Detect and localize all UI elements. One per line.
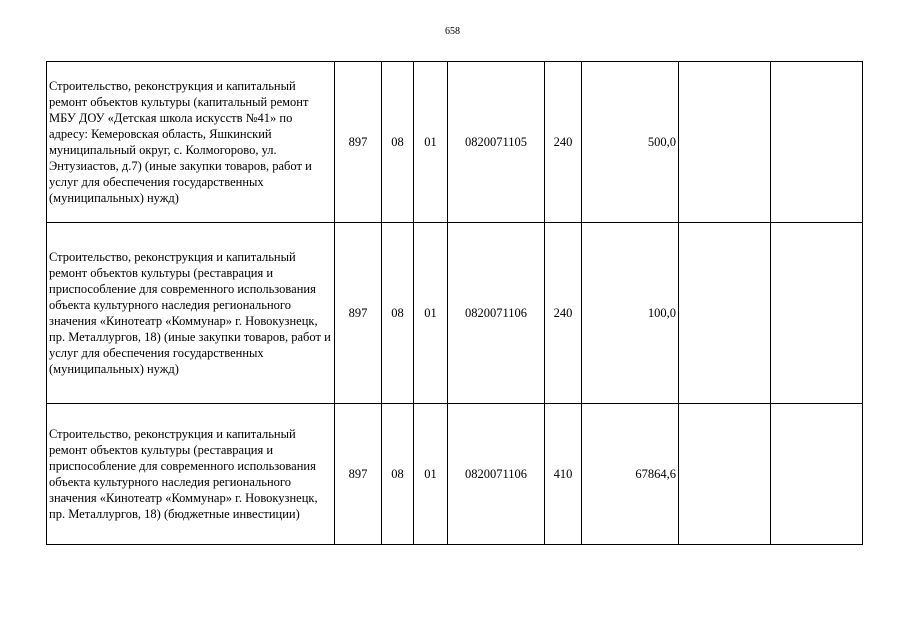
expense-type-code: 410 [545,404,582,545]
extra-cell-1 [679,62,771,223]
amount-cell: 100,0 [582,223,679,404]
target-article-code: 0820071105 [448,62,545,223]
section-code: 08 [382,404,414,545]
table-row [47,62,863,223]
ministry-code: 897 [335,62,382,223]
page-number: 658 [445,26,460,37]
row-description: Строительство, реконструкция и капитальный ремонт объектов культуры (реставрация и приспособление для современного использования объекта культурного наследия регионального значения «Кинотеатр «Коммунар» г. Новокузнецк, пр. Металлургов, 18) (бюджетные инвестиции) [47,404,335,545]
target-article-code: 0820071106 [448,223,545,404]
section-code: 08 [382,62,414,223]
budget-table [46,61,863,545]
extra-cell-2 [771,62,863,223]
expense-type-code: 240 [545,62,582,223]
subsection-code: 01 [414,62,448,223]
extra-cell-2 [771,404,863,545]
extra-cell-1 [679,223,771,404]
extra-cell-1 [679,404,771,545]
target-article-code: 0820071106 [448,404,545,545]
ministry-code: 897 [335,223,382,404]
subsection-code: 01 [414,404,448,545]
table-row [47,223,863,404]
subsection-code: 01 [414,223,448,404]
row-description: Строительство, реконструкция и капитальный ремонт объектов культуры (реставрация и приспособление для современного использования объекта культурного наследия регионального значения «Кинотеатр «Коммунар» г. Новокузнецк, пр. Металлургов, 18) (иные закупки товаров, работ и услуг для обеспечения государственных (муниципальных) нужд) [47,223,335,404]
amount-cell: 67864,6 [582,404,679,545]
amount-cell: 500,0 [582,62,679,223]
row-description: Строительство, реконструкция и капитальный ремонт объектов культуры (капитальный ремонт МБУ ДОУ «Детская школа искусств №41» по адресу: Кемеровская область, Яшкинский муниципальный округ, с. Колмогорово, ул. Энтузиастов, д.7) (иные закупки товаров, работ и услуг для обеспечения государственных (муниципальных) нужд) [47,62,335,223]
section-code: 08 [382,223,414,404]
extra-cell-2 [771,223,863,404]
ministry-code: 897 [335,404,382,545]
expense-type-code: 240 [545,223,582,404]
table-row [47,404,863,545]
